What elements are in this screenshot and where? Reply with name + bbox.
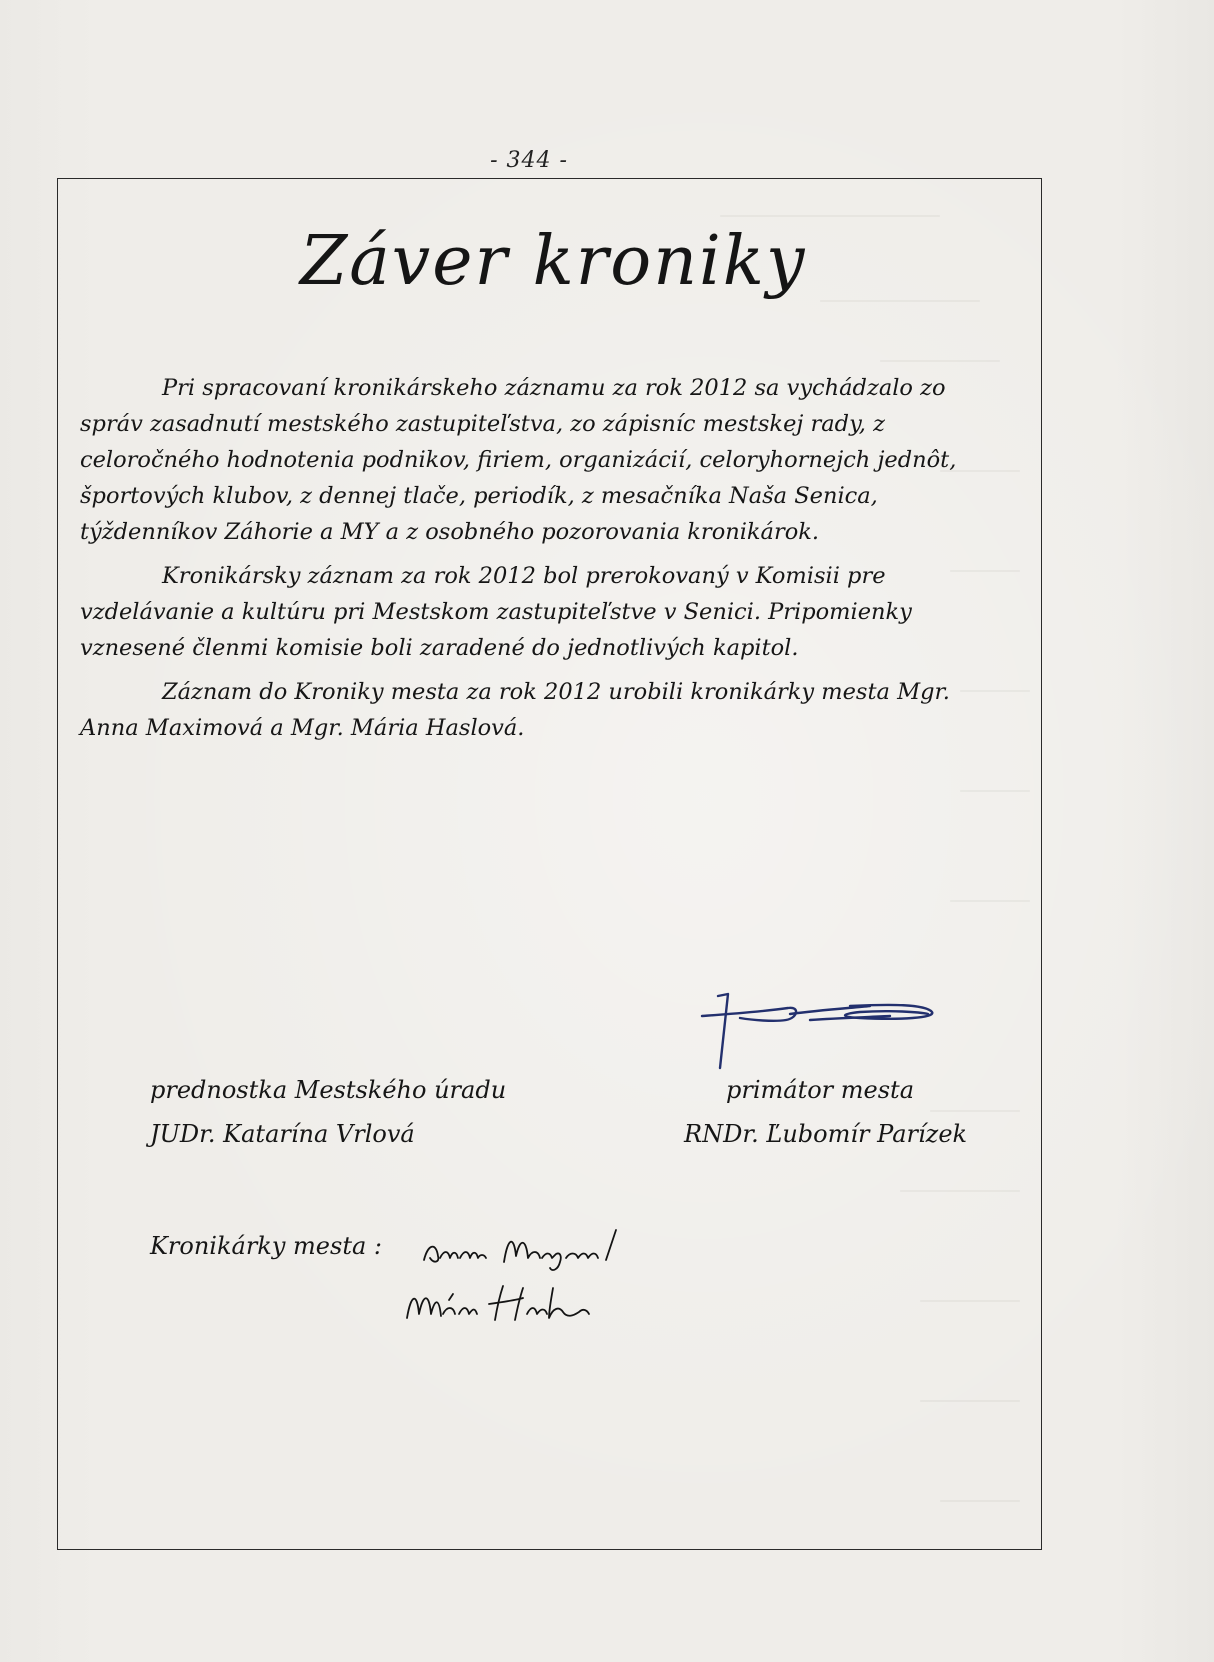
signatory-right-name: RNDr. Ľubomír Parízek (684, 1120, 968, 1148)
signature-block-right (684, 1068, 967, 1156)
closing-text (80, 370, 1010, 754)
page-number: - 344 - (490, 148, 568, 173)
signature-block-left (150, 1068, 506, 1156)
paragraph-review: Kronikársky záznam za rok 2012 bol prerokovaný v Komisii pre vzdelávanie a kultúru pri Mestskom zastupiteľstve v Senici. Pripomienky vznesené členmi komisie boli zaradené do jednotlivých kapitol. (80, 563, 912, 661)
signatory-left-role: prednostka Mestského úradu (150, 1076, 507, 1104)
mayor-signature-image (700, 990, 990, 1070)
chroniclers-label: Kronikárky mesta : (150, 1232, 382, 1260)
signatory-left-name: JUDr. Katarína Vrlová (150, 1120, 415, 1148)
paragraph-sources: Pri spracovaní kronikárskeho záznamu za rok 2012 sa vychádzalo zo správ zasadnutí mestského zastupiteľstva, zo zápisníc mestskej rady, z celoročného hodnotenia podnikov, firiem, organizácií, celoryhornejch jednôt, športových klubov, z dennej tlače, periodík, z mesačníka Naša Senica, týždenníkov Záhorie a MY a z osobného pozorovania kronikárok. (80, 375, 957, 545)
paragraph-authors: Záznam do Kroniky mesta za rok 2012 urobili kronikárky mesta Mgr. Anna Maximová a Mgr. Mária Haslová. (80, 679, 950, 741)
chronicler-signature-2-image (403, 1278, 593, 1330)
page-title: Záver kroniky (300, 222, 807, 301)
chronicler-signature-1-image (420, 1226, 640, 1276)
signatory-right-role: primátor mesta (726, 1076, 915, 1104)
